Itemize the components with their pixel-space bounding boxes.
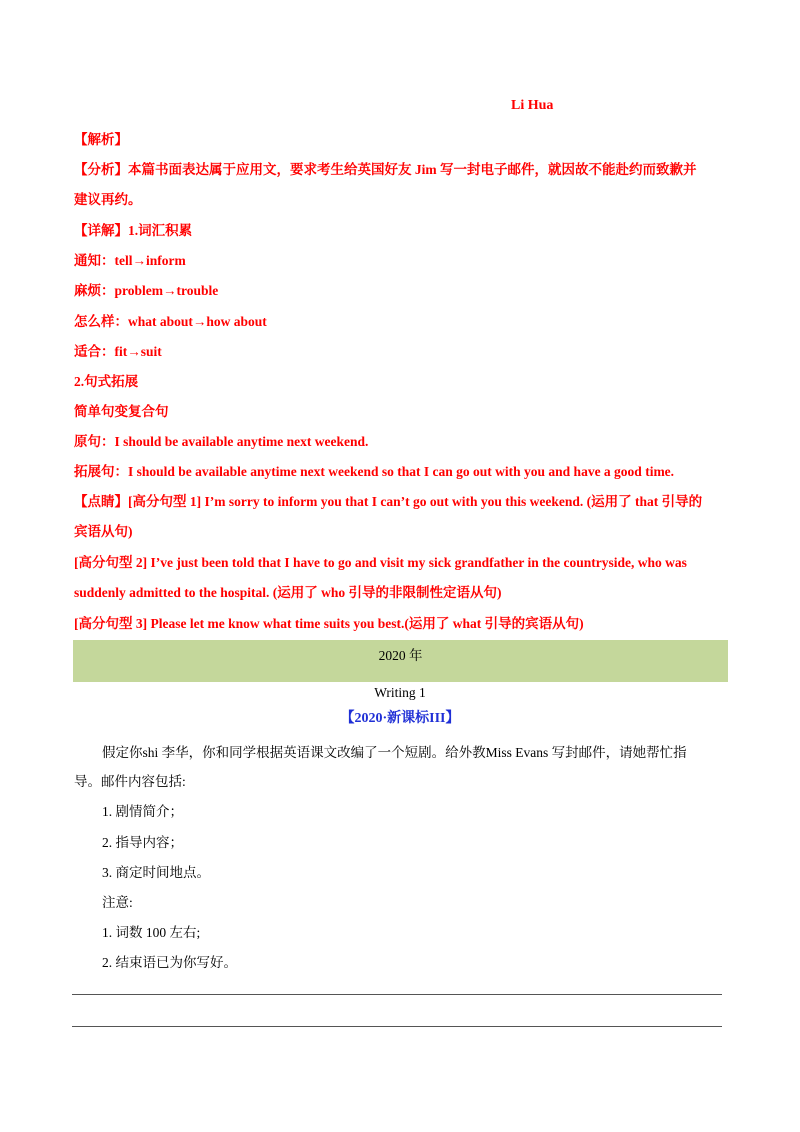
note-item: 2. 结束语已为你写好。 bbox=[102, 955, 237, 970]
sentence-heading: 2.句式拓展 bbox=[74, 374, 139, 389]
analysis-line-2: 建议再约。 bbox=[74, 192, 142, 207]
prompt-line-1: 假定你shi 李华，你和同学根据英语课文改编了一个短剧。给外教Miss Evans 写封邮件，请她帮忙指 bbox=[102, 745, 687, 760]
source-tag-row bbox=[0, 707, 800, 727]
dianjing-line-2: 宾语从句) bbox=[74, 524, 133, 539]
pattern2-line-1: [高分句型 2] I’ve just been told that I have to go and visit my sick grandfather in the countryside, who was bbox=[74, 555, 687, 570]
pattern2-line-2: suddenly admitted to the hospital. (运用了 who 引导的非限制性定语从句) bbox=[74, 585, 502, 600]
note-heading: 注意: bbox=[102, 895, 133, 910]
signature: Li Hua bbox=[511, 98, 554, 113]
vocab-item: 适合：fit→suit bbox=[74, 344, 162, 359]
year-label: 2020 年 bbox=[378, 648, 423, 663]
vocab-item: 通知：tell→inform bbox=[74, 253, 186, 268]
prompt-item: 2. 指导内容； bbox=[102, 835, 183, 850]
detail-heading: 【详解】1.词汇积累 bbox=[74, 223, 193, 238]
pattern3-line: [高分句型 3] Please let me know what time suits you best.(运用了 what 引导的宾语从句) bbox=[74, 616, 584, 631]
source-tag: 【2020·新课标III】 bbox=[340, 711, 460, 726]
analysis-heading: 【解析】 bbox=[74, 132, 128, 147]
expanded-sentence: 拓展句：I should be available anytime next weekend so that I can go out with you and have a good time. bbox=[74, 464, 675, 479]
year-band bbox=[73, 640, 728, 682]
answer-line bbox=[72, 1026, 722, 1027]
prompt-line-2: 导。邮件内容包括: bbox=[74, 774, 186, 789]
prompt-item: 3. 商定时间地点。 bbox=[102, 865, 210, 880]
note-item: 1. 词数 100 左右; bbox=[102, 925, 201, 940]
prompt-item: 1. 剧情简介； bbox=[102, 804, 183, 819]
analysis-line-1: 【分析】本篇书面表达属于应用文，要求考生给英国好友 Jim 写一封电子邮件，就因故不能赴约而致歉并 bbox=[74, 162, 697, 177]
vocab-item: 怎么样：what about→how about bbox=[74, 314, 267, 329]
vocab-item: 麻烦：problem→trouble bbox=[74, 283, 219, 298]
sentence-subheading: 简单句变复合句 bbox=[74, 404, 169, 419]
original-sentence: 原句：I should be available anytime next weekend. bbox=[74, 434, 369, 449]
answer-line bbox=[72, 994, 722, 995]
dianjing-line-1: 【点睛】[高分句型 1] I’m sorry to inform you that I can’t go out with you this weekend. (运用了 that 引导的 bbox=[74, 494, 703, 509]
writing-title: Writing 1 bbox=[374, 685, 426, 700]
